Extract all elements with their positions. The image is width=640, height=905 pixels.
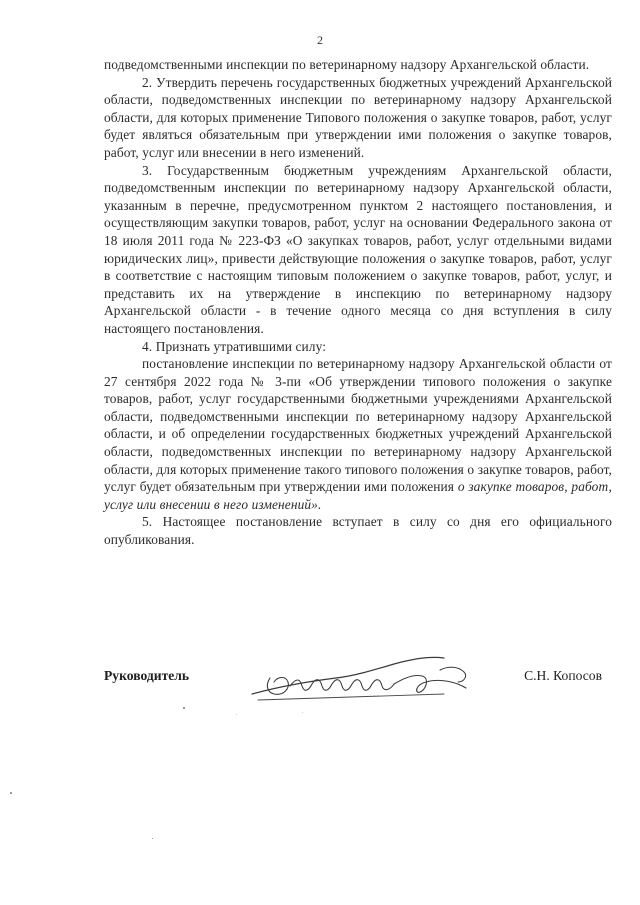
paragraph-repealed-act [104,355,612,513]
paragraph-item-4: 4. Признать утратившими силу: [142,338,327,354]
scan-speck [302,712,303,713]
signer-name: С.Н. Копосов [524,668,602,683]
paragraph-item-5: 5. Настоящее постановление вступает в силу со дня его официального опубликования. [104,514,612,548]
paragraph-continuation: подведомственными инспекции по ветеринарному надзору Архангельской области. [104,57,590,72]
scan-speck [10,792,12,794]
page-number: 2 [317,33,323,47]
signer-title: Руководитель [104,668,190,683]
repealed-act-tail: о закупке товаров, работ, услуг или внесении в него изменений». [104,479,612,512]
scan-speck [183,707,185,709]
repealed-act-text: постановление инспекции по ветеринарному надзору Архангельской области от 27 сентября 2022 года № 3-пи «Об утверждении типового положения о закупке товаров, работ, услуг государственными бюджетными учреждениями Архангельской области, подведомственными инспекции по ветеринарному надзору Архангельской области, и об определении государственных бюджетных учреждений Архангельской области, подведомственных инспекции по ветеринарному надзору Архангельской области, для которых применение такого типового положения о закупке товаров, работ, услуг будет обязательным при утверждении ими положения [104,356,612,495]
scan-speck [152,838,153,839]
signature-block [104,668,612,708]
scan-speck [236,714,237,715]
paragraph-item-3: 3. Государственным бюджетным учреждениям Архангельской области, подведомственным инспекции по ветеринарному надзору Архангельской области, указанным в перечне, предусмотренном пунктом 2 настоящего постановления, и осуществляющим закупки товаров, работ, услуг на основании Федерального закона от 18 июля 2011 года № 223-ФЗ «О закупках товаров, работ, услуг отдельными видами юридических лиц», привести действующие положения о закупке товаров, работ, услуг в соответствие с настоящим типовым положением о закупке товаров, работ, услуг, и представить их на утверждение в инспекцию по ветеринарному надзору Архангельской области - в течение одного месяца со дня вступления в силу настоящего постановления. [104,162,612,336]
paragraph-item-2: 2. Утвердить перечень государственных бюджетных учреждений Архангельской области, подведомственных инспекции по ветеринарному надзору Архангельской области, для которых применение Типового положения о закупке товаров, работ, услуг будет являться обязательным при утверждении ими положения о закупке товаров, работ, услуг или внесении в него изменений. [104,74,612,160]
document-body [104,56,612,549]
